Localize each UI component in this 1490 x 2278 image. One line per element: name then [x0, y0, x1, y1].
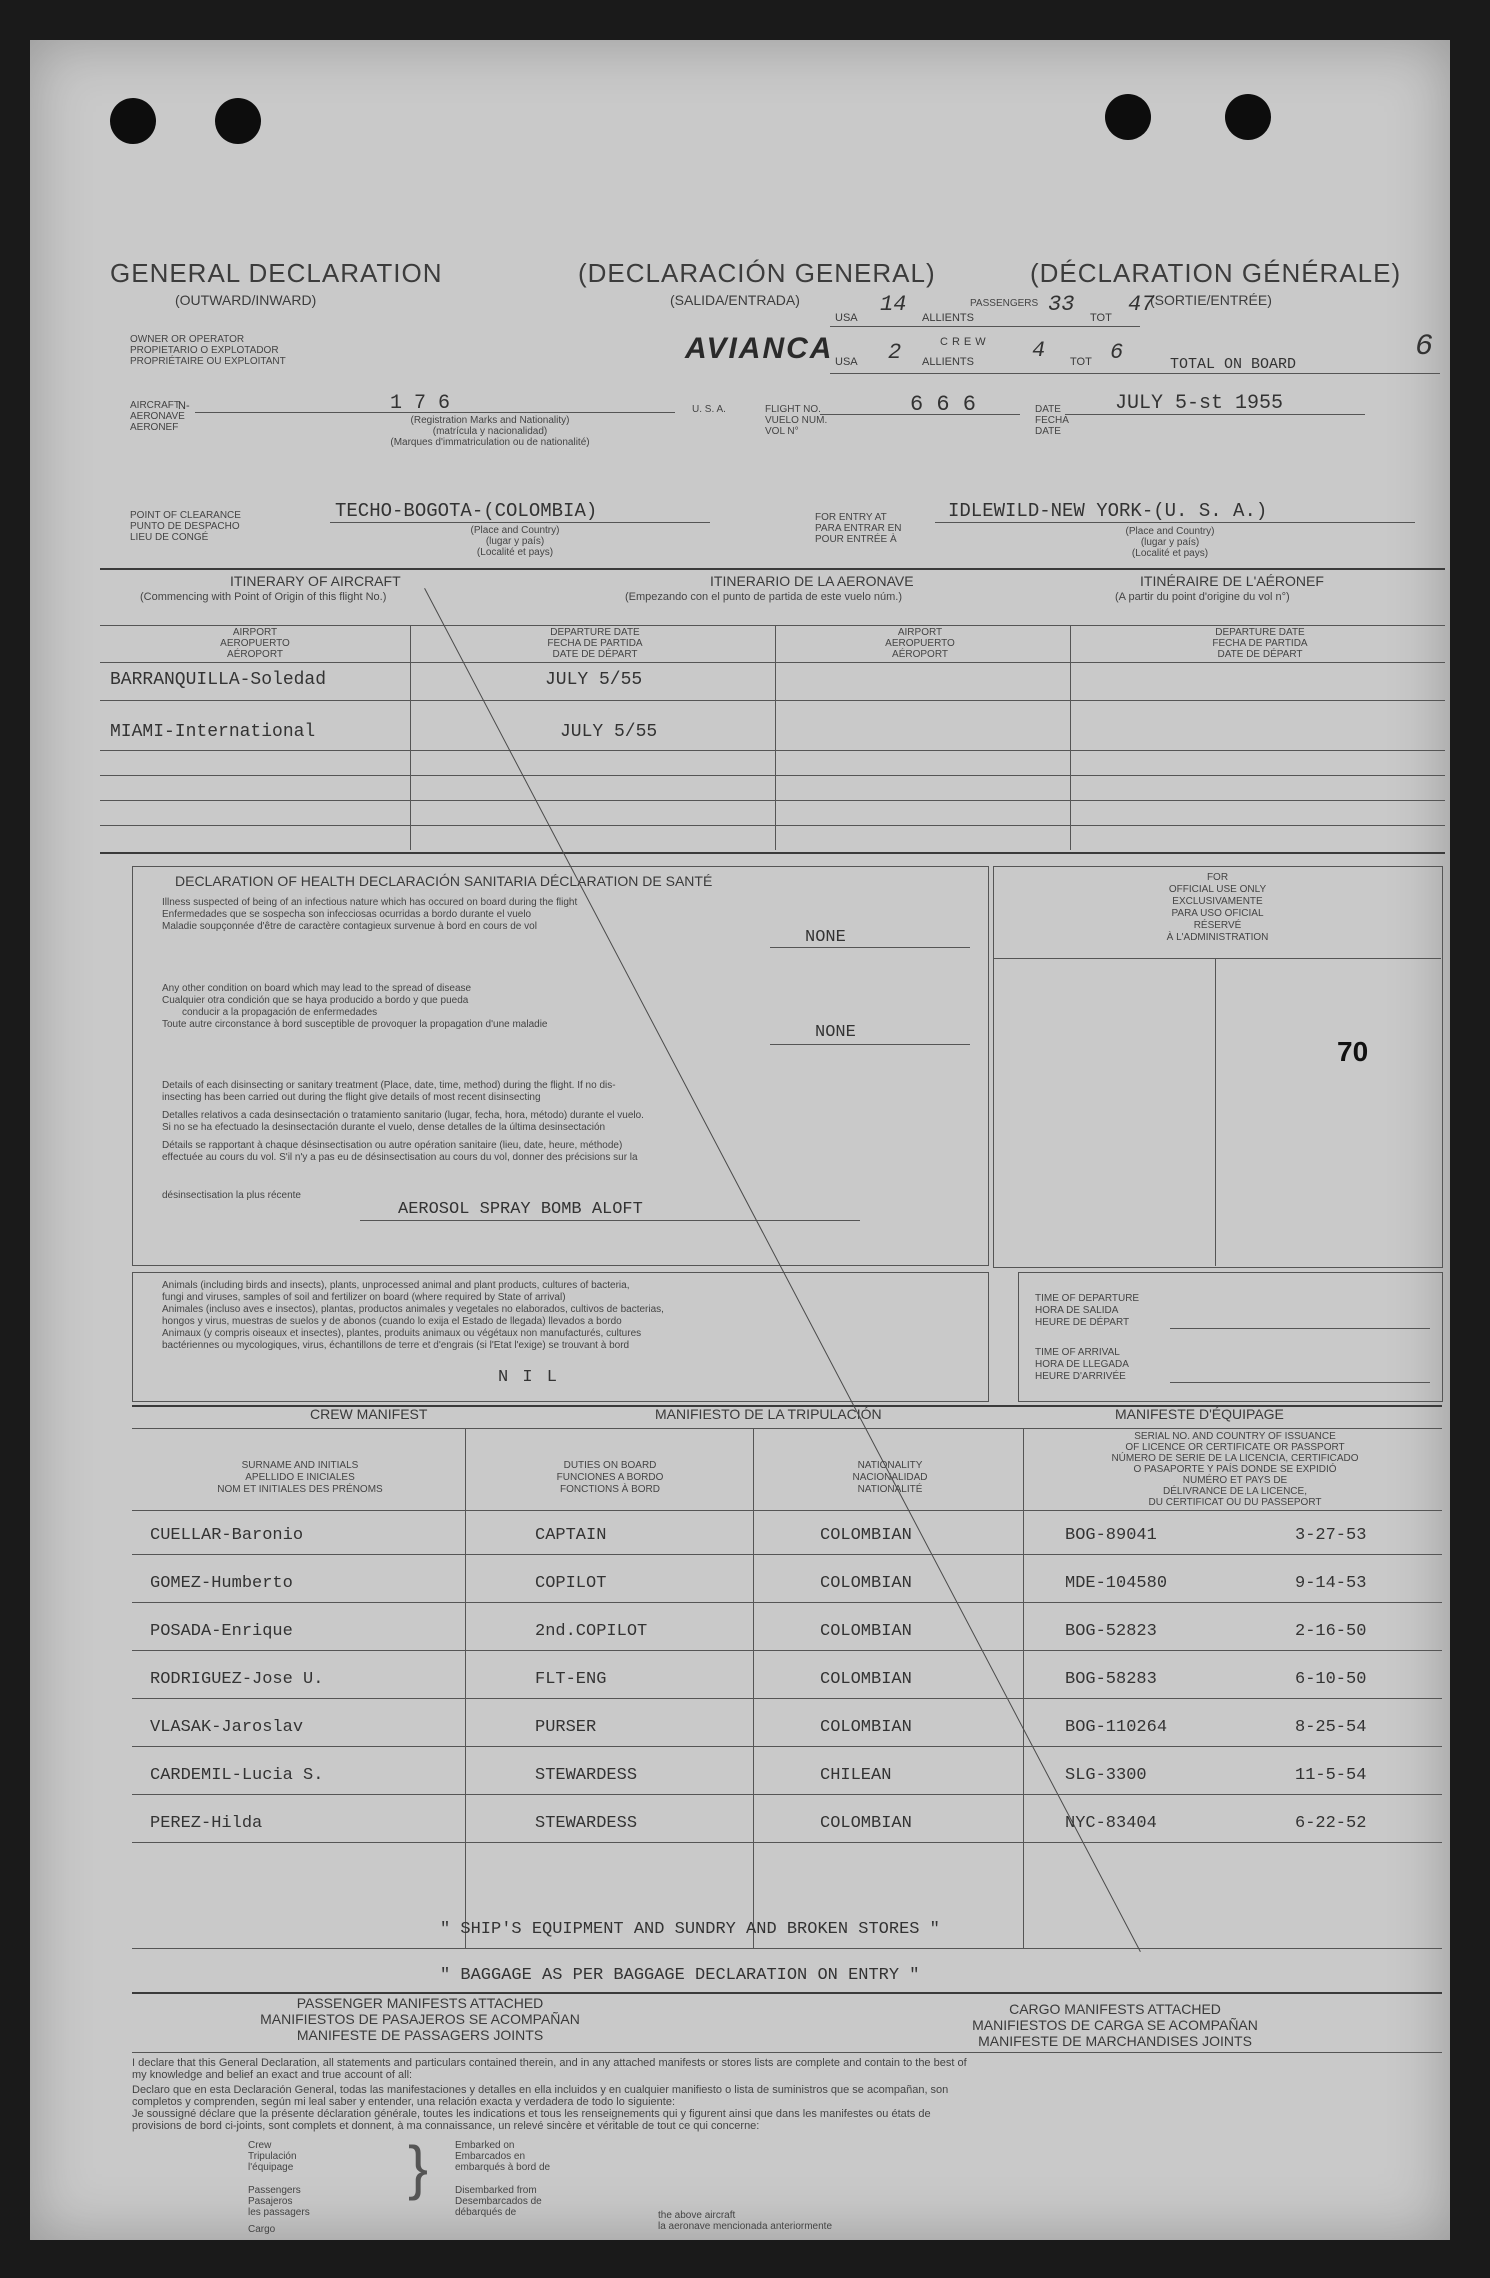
clearance-rule — [330, 522, 710, 523]
crew-manifest-header-fr: MANIFESTE D'ÉQUIPAGE — [1115, 1406, 1284, 1422]
crew-duty: PURSER — [535, 1718, 597, 1737]
animals-line4: hongos y virus, muestras de suelos y de abonos (cuando lo exija el Estado de llegada) llevados a bordo — [162, 1316, 622, 1327]
crew-row-rule — [132, 1650, 1442, 1651]
passenger-attached-es: MANIFIESTOS DE PASAJEROS SE ACOMPAÑAN — [260, 2011, 580, 2027]
owner-label-en: OWNER OR OPERATOR — [130, 334, 245, 345]
date-rule — [1065, 414, 1365, 415]
crew-manifest-header-es: MANIFIESTO DE LA TRIPULACIÓN — [655, 1406, 882, 1422]
declaration-line5: Je soussigné déclare que la présente déclaration générale, toutes les indications et tous les renseignements qui y figurent ainsi que dans les manifestes ou états de — [132, 2108, 931, 2120]
declaration-line4: completos y comprenden, según mi leal saber y entender, una relación exacta y verdadera de todo lo siguiente: — [132, 2096, 675, 2108]
aircraft-label-en: AIRCRAFT — [130, 400, 180, 411]
row-rule — [100, 662, 1445, 663]
crew-row-rule — [132, 1698, 1442, 1699]
col-departure-en-2: DEPARTURE DATE — [1215, 627, 1305, 638]
col-airport-es: AEROPUERTO — [220, 638, 290, 649]
title-english: GENERAL DECLARATION — [110, 258, 443, 288]
crew-duty: COPILOT — [535, 1574, 607, 1593]
entry-label-en: FOR ENTRY AT — [815, 512, 887, 523]
crew-nationality: COLOMBIAN — [820, 1718, 912, 1737]
row-rule — [100, 750, 1445, 751]
row-rule — [132, 2052, 1442, 2053]
col-airport-en: AIRPORT — [232, 627, 278, 638]
health-p2-line1: Any other condition on board which may lead to the spread of disease — [162, 983, 472, 994]
reg-note-es: (matrícula y nacionalidad) — [432, 426, 548, 437]
col-licence-7: DU CERTIFICAT OU DU PASSEPORT — [1148, 1497, 1322, 1508]
tot-passengers: 47 — [1128, 292, 1155, 317]
decl-embarked-en: Embarked on — [455, 2140, 515, 2151]
date-label-es: FECHA — [1035, 415, 1069, 426]
col-departure-es: FECHA DE PARTIDA — [547, 638, 643, 649]
official-label-4: PARA USO OFICIAL — [1171, 908, 1264, 919]
tot-crew: 6 — [1110, 340, 1124, 365]
crew-licence-date: 8-25-54 — [1295, 1718, 1367, 1737]
decl-passengers-en: Passengers — [248, 2185, 301, 2196]
clearance-label-en: POINT OF CLEARANCE — [130, 510, 241, 521]
declaration-line1: I declare that this General Declaration, all statements and particulars contained therein, and in any attached manifests or stores lists are complete and contain to the best of — [132, 2057, 967, 2069]
row-rule — [100, 800, 1445, 801]
row-rule — [100, 700, 1445, 701]
punch-hole — [110, 98, 156, 144]
crew-nationality: CHILEAN — [820, 1766, 892, 1785]
owner-value: AVIANCA — [685, 332, 834, 365]
official-label-5: RÉSERVÉ — [1193, 920, 1242, 931]
general-declaration-page — [30, 40, 1450, 2240]
itinerary-header-fr: ITINÉRAIRE DE L'AÉRONEF — [1140, 573, 1324, 589]
crew-name: GOMEZ-Humberto — [150, 1574, 293, 1593]
col-rule — [775, 625, 776, 850]
decl-passengers-fr: les passagers — [248, 2207, 310, 2218]
punch-hole — [1105, 94, 1151, 140]
date-label-en: DATE — [1035, 404, 1061, 415]
row-rule — [132, 1510, 1442, 1511]
usa-passengers: 14 — [880, 292, 907, 317]
health-rule — [770, 1044, 970, 1045]
decl-crew-fr: l'équipage — [248, 2162, 294, 2173]
col-rule — [465, 1428, 466, 1948]
departure-label-en: TIME OF DEPARTURE — [1035, 1293, 1140, 1304]
allients-passengers: 33 — [1048, 292, 1075, 317]
health-p1-fr: Maladie soupçonnée d'être de caractère contagieux survenue à bord en cours de vol — [162, 921, 537, 932]
official-label-3: EXCLUSIVAMENTE — [1172, 896, 1263, 907]
brace-icon: } — [408, 2134, 429, 2201]
col-departure-es-2: FECHA DE PARTIDA — [1212, 638, 1308, 649]
crew-row-rule — [132, 1602, 1442, 1603]
crew-licence-date: 6-22-52 — [1295, 1814, 1367, 1833]
crew-licence-number: BOG-89041 — [1065, 1526, 1157, 1545]
col-name-fr: NOM ET INITIALES DES PRÉNOMS — [217, 1484, 383, 1495]
diagonal-strike-line — [424, 588, 1141, 1952]
col-rule — [753, 1428, 754, 1948]
col-nationality-es: NACIONALIDAD — [852, 1472, 928, 1483]
total-on-board-label: TOTAL ON BOARD — [1170, 356, 1297, 373]
title-french-sub: (SORTIE/ENTRÉE) — [1150, 292, 1272, 308]
col-airport-es-2: AEROPUERTO — [885, 638, 955, 649]
crew-licence-number: NYC-83404 — [1065, 1814, 1157, 1833]
departure-label-fr: HEURE DE DÉPART — [1035, 1317, 1130, 1328]
health-p3-line5: Détails se rapportant à chaque désinsectisation ou autre opération sanitaire (lieu, date, heure, méthode) — [162, 1140, 623, 1151]
row-rule — [132, 1948, 1442, 1949]
col-duties-fr: FONCTIONS À BORD — [559, 1484, 660, 1495]
itinerary-sub-es: (Empezando con el punto de partida de este vuelo núm.) — [625, 591, 903, 603]
crew-licence-number: BOG-58283 — [1065, 1670, 1157, 1689]
departure-rule — [1170, 1328, 1430, 1329]
health-p3-line7: désinsectisation la plus récente — [162, 1190, 301, 1201]
clearance-value: TECHO-BOGOTA-(COLOMBIA) — [335, 500, 598, 522]
col-licence-5: NUMÉRO ET PAYS DE — [1182, 1475, 1288, 1486]
itinerary-header-es: ITINERARIO DE LA AERONAVE — [710, 573, 914, 589]
col-departure-en: DEPARTURE DATE — [550, 627, 640, 638]
aircraft-usa: U. S. A. — [692, 404, 726, 415]
health-p3-line6: effectuée au cours du vol. S'il n'y a pas eu de désinsectisation au cours du vol, donner des précisions sur la — [162, 1152, 638, 1163]
decl-embarked-fr: embarqués à bord de — [455, 2162, 551, 2173]
crew-duty: CAPTAIN — [535, 1526, 607, 1545]
crew-name: CARDEMIL-Lucia S. — [150, 1766, 324, 1785]
col-departure-fr: DATE DE DÉPART — [552, 649, 638, 660]
row-rule — [100, 625, 1445, 626]
crew-duty: STEWARDESS — [535, 1766, 638, 1785]
crew-licence-date: 6-10-50 — [1295, 1670, 1367, 1689]
animals-value: N I L — [498, 1368, 560, 1387]
clearance-label-fr: LIEU DE CONGÉ — [130, 532, 209, 543]
decl-passengers-es: Pasajeros — [248, 2196, 293, 2207]
flight-date: JULY 5-st 1955 — [1115, 392, 1284, 415]
col-airport-fr: AÉROPORT — [227, 649, 283, 660]
official-label-6: À L'ADMINISTRATION — [1166, 932, 1269, 943]
official-label-1: FOR — [1206, 872, 1229, 883]
crew-licence-date: 11-5-54 — [1295, 1766, 1367, 1785]
crew-note-equipment: " SHIP'S EQUIPMENT AND SUNDRY AND BROKEN STORES " — [440, 1920, 940, 1939]
section-rule — [132, 1992, 1442, 1994]
owner-label-fr: PROPRIÉTAIRE OU EXPLOITANT — [130, 356, 286, 367]
decl-disembarked-fr: débarqués de — [455, 2207, 517, 2218]
declaration-line6: provisions de bord ci-joints, sont complets et donnent, à ma connaissance, un relevé sincère et véritable de tout ce qui concerne: — [132, 2120, 760, 2132]
crew-row-rule — [132, 1842, 1442, 1843]
itinerary-sub-fr: (A partir du point d'origine du vol n°) — [1115, 591, 1290, 603]
aircraft-label-fr: AERONEF — [130, 422, 179, 433]
crew-nationality: COLOMBIAN — [820, 1814, 912, 1833]
itinerary-airport-2: MIAMI-International — [110, 722, 316, 742]
decl-disembarked-es: Desembarcados de — [455, 2196, 542, 2207]
title-spanish: (DECLARACIÓN GENERAL) — [578, 258, 936, 288]
count-rule — [830, 326, 1140, 327]
itinerary-airport-1: BARRANQUILLA-Soledad — [110, 670, 327, 690]
crew-duty: 2nd.COPILOT — [535, 1622, 648, 1641]
crew-licence-date: 2-16-50 — [1295, 1622, 1367, 1641]
crew-duty: STEWARDESS — [535, 1814, 638, 1833]
arrival-label-es: HORA DE LLEGADA — [1035, 1359, 1129, 1370]
crew-label: CREW — [940, 336, 990, 348]
health-title: DECLARATION OF HEALTH DECLARACIÓN SANITARIA DÉCLARATION DE SANTÉ — [175, 873, 713, 889]
col-rule — [1023, 1428, 1024, 1948]
crew-row-rule — [132, 1746, 1442, 1747]
arrival-rule — [1170, 1382, 1430, 1383]
col-duties-en: DUTIES ON BOARD — [563, 1460, 657, 1471]
itinerary-date-2: JULY 5/55 — [560, 722, 658, 742]
official-col-rule — [1215, 958, 1216, 1266]
cargo-attached-es: MANIFIESTOS DE CARGA SE ACOMPAÑAN — [972, 2017, 1258, 2033]
arrival-label-fr: HEURE D'ARRIVÉE — [1035, 1371, 1126, 1382]
departure-label-es: HORA DE SALIDA — [1035, 1305, 1119, 1316]
health-p3-line2: insecting has been carried out during the flight give details of most recent disinsecting — [162, 1092, 541, 1103]
col-airport-fr-2: AÉROPORT — [892, 649, 948, 660]
reg-note-fr: (Marques d'immatriculation ou de nationalité) — [390, 437, 590, 448]
punch-hole — [1225, 94, 1271, 140]
crew-licence-date: 3-27-53 — [1295, 1526, 1367, 1545]
crew-name: CUELLAR-Baronio — [150, 1526, 304, 1545]
place-note-en: (Place and Country) — [470, 525, 560, 536]
animals-line6: bactériennes ou mycologiques, virus, échantillons de terre et d'engrais (si l'Etat l'exige) se trouvant à bord — [162, 1340, 630, 1351]
entry-rule — [935, 522, 1415, 523]
animals-line1: Animals (including birds and insects), plants, unprocessed animal and plant products, cultures of bacteria, — [162, 1280, 630, 1291]
total-on-board-value: 6 — [1415, 330, 1434, 364]
health-rule — [360, 1220, 860, 1221]
cargo-attached-fr: MANIFESTE DE MARCHANDISES JOINTS — [978, 2033, 1252, 2049]
title-spanish-sub: (SALIDA/ENTRADA) — [670, 292, 800, 308]
flight-label-fr: VOL N° — [765, 426, 799, 437]
aircraft-number: 176 — [390, 392, 463, 415]
clearance-label-es: PUNTO DE DESPACHO — [130, 521, 240, 532]
crew-nationality: COLOMBIAN — [820, 1670, 912, 1689]
declaration-line3: Declaro que en esta Declaración General, todas las manifestaciones y detalles en ella incluidos y en cualquier manifiesto o lista de suministros que se acompañan, son — [132, 2084, 949, 2096]
health-p1-value: NONE — [805, 928, 846, 947]
declaration-line2: my knowledge and belief an exact and true account of all: — [132, 2069, 413, 2081]
decl-disembarked-en: Disembarked from — [455, 2185, 537, 2196]
place-note-fr: (Localité et pays) — [476, 547, 554, 558]
crew-row-rule — [132, 1554, 1442, 1555]
date-label-fr: DATE — [1035, 426, 1061, 437]
animals-line2: fungi and viruses, samples of soil and fertilizer on board (where required by State of arrival) — [162, 1292, 566, 1303]
col-name-en: SURNAME AND INITIALS — [241, 1460, 359, 1471]
cargo-attached-en: CARGO MANIFESTS ATTACHED — [1009, 2001, 1221, 2017]
passengers-label: PASSENGERS — [970, 298, 1039, 309]
itinerary-date-1: JULY 5/55 — [545, 670, 643, 690]
col-airport-en-2: AIRPORT — [897, 627, 943, 638]
tot-label: TOT — [1090, 312, 1112, 324]
allients-crew: 4 — [1032, 338, 1046, 363]
entry-place-note-fr: (Localité et pays) — [1131, 548, 1209, 559]
reg-note-en: (Registration Marks and Nationality) — [410, 415, 570, 426]
health-rule — [770, 947, 970, 948]
entry-place-note-es: (lugar y país) — [1140, 537, 1200, 548]
flight-label-es: VUELO NUM. — [765, 415, 828, 426]
animals-line3: Animales (incluso aves e insectos), plantas, productos animales y vegetales no elaborados, cultivos de bacterias, — [162, 1304, 664, 1315]
health-p1-es: Enfermedades que se sospecha son infecciosas ocurridas a bordo durante el vuelo — [162, 909, 532, 920]
count-rule — [830, 373, 1440, 374]
decl-cargo: Cargo — [248, 2224, 276, 2235]
entry-value: IDLEWILD-NEW YORK-(U. S. A.) — [948, 500, 1268, 522]
health-p3-line4: Si no se ha efectuado la desinsectación durante el vuelo, dense detalles de la última desinsectación — [162, 1122, 606, 1133]
decl-crew-es: Tripulación — [248, 2151, 297, 2162]
official-stamp-number: 70 — [1337, 1036, 1369, 1067]
crew-nationality: COLOMBIAN — [820, 1622, 912, 1641]
col-rule — [1070, 625, 1071, 850]
section-rule — [100, 852, 1445, 854]
health-p2-line2: Cualquier otra condición que se haya producido a bordo y que pueda — [162, 995, 469, 1006]
flight-number: 6 6 6 — [910, 392, 977, 417]
crew-nationality: COLOMBIAN — [820, 1526, 912, 1545]
aircraft-label-es: AERONAVE — [130, 411, 185, 422]
itinerary-sub-en: (Commencing with Point of Origin of this flight No.) — [140, 591, 387, 603]
entry-label-fr: POUR ENTRÉE À — [815, 534, 897, 545]
place-note-es: (lugar y país) — [485, 536, 545, 547]
crew-licence-date: 9-14-53 — [1295, 1574, 1367, 1593]
official-label-2: OFFICIAL USE ONLY — [1168, 884, 1267, 895]
row-rule — [132, 1428, 1442, 1429]
crew-name: POSADA-Enrique — [150, 1622, 293, 1641]
col-nationality-en: NATIONALITY — [857, 1460, 923, 1471]
health-p1-en: Illness suspected of being of an infectious nature which has occured on board during the flight — [162, 897, 578, 908]
punch-hole — [215, 98, 261, 144]
animals-line5: Animaux (y compris oiseaux et insectes), plantes, produits animaux ou végétaux non manufacturés, cultures — [162, 1328, 642, 1339]
health-p3-value: AEROSOL SPRAY BOMB ALOFT — [398, 1200, 643, 1219]
passenger-attached-fr: MANIFESTE DE PASSAGERS JOINTS — [296, 2027, 544, 2043]
crew-licence-number: MDE-104580 — [1065, 1574, 1168, 1593]
health-p3-line1: Details of each disinsecting or sanitary treatment (Place, date, time, method) during the flight. If no dis- — [162, 1080, 616, 1091]
crew-name: PEREZ-Hilda — [150, 1814, 263, 1833]
health-p2-value: NONE — [815, 1023, 856, 1042]
tot-label-crew: TOT — [1070, 356, 1092, 368]
allients-label: ALLIENTS — [922, 312, 974, 324]
row-rule — [100, 775, 1445, 776]
usa-label-crew: USA — [835, 356, 858, 368]
crew-manifest-header-en: CREW MANIFEST — [310, 1406, 428, 1422]
aircraft-rule — [195, 412, 675, 413]
col-name-es: APELLIDO E INICIALES — [245, 1472, 355, 1483]
col-licence-4: O PASAPORTE Y PAÍS DONDE SE EXPIDIÓ — [1133, 1464, 1337, 1475]
crew-note-baggage: " BAGGAGE AS PER BAGGAGE DECLARATION ON ENTRY " — [440, 1966, 920, 1985]
title-french: (DÉCLARATION GÉNÉRALE) — [1030, 258, 1402, 288]
crew-name: RODRIGUEZ-Jose U. — [150, 1670, 324, 1689]
col-licence-2: OF LICENCE OR CERTIFICATE OR PASSPORT — [1125, 1442, 1345, 1453]
passenger-attached-en: PASSENGER MANIFESTS ATTACHED — [296, 1995, 544, 2011]
usa-label: USA — [835, 312, 858, 324]
crew-nationality: COLOMBIAN — [820, 1574, 912, 1593]
col-licence-3: NÚMERO DE SERIE DE LA LICENCIA, CERTIFICADO — [1111, 1453, 1359, 1464]
col-licence-6: DÉLIVRANCE DE LA LICENCE, — [1163, 1486, 1307, 1497]
crew-licence-number: BOG-52823 — [1065, 1622, 1157, 1641]
allients-label-crew: ALLIENTS — [922, 356, 974, 368]
col-licence-1: SERIAL NO. AND COUNTRY OF ISSUANCE — [1134, 1431, 1336, 1442]
health-p2-line3: conducir a la propagación de enfermedades — [182, 1007, 378, 1018]
crew-row-rule — [132, 1794, 1442, 1795]
arrival-label-en: TIME OF ARRIVAL — [1035, 1347, 1120, 1358]
crew-licence-number: BOG-110264 — [1065, 1718, 1168, 1737]
decl-footer-note-2: la aeronave mencionada anteriormente — [658, 2221, 832, 2232]
flight-label-en: FLIGHT NO. — [765, 404, 821, 415]
section-rule — [100, 568, 1445, 570]
health-p2-line4: Toute autre circonstance à bord susceptible de provoquer la propagation d'une maladie — [162, 1019, 548, 1030]
col-rule — [410, 625, 411, 850]
aircraft-n-prefix: N- — [178, 400, 190, 412]
row-rule — [100, 825, 1445, 826]
decl-footer-note-1: the above aircraft — [658, 2210, 736, 2221]
crew-licence-number: SLG-3300 — [1065, 1766, 1147, 1785]
col-nationality-fr: NATIONALITÉ — [857, 1484, 923, 1495]
crew-name: VLASAK-Jaroslav — [150, 1718, 304, 1737]
flight-rule — [820, 414, 1020, 415]
official-rule — [993, 958, 1441, 959]
decl-crew-en: Crew — [248, 2140, 272, 2151]
itinerary-header-en: ITINERARY OF AIRCRAFT — [230, 573, 401, 589]
crew-duty: FLT-ENG — [535, 1670, 607, 1689]
entry-label-es: PARA ENTRAR EN — [815, 523, 902, 534]
owner-label-es: PROPIETARIO O EXPLOTADOR — [130, 345, 279, 356]
title-english-sub: (OUTWARD/INWARD) — [175, 292, 317, 308]
decl-embarked-es: Embarcados en — [455, 2151, 526, 2162]
entry-place-note-en: (Place and Country) — [1125, 526, 1215, 537]
health-p3-line3: Detalles relativos a cada desinsectación o tratamiento sanitario (lugar, fecha, hora, método) durante el vuelo. — [162, 1110, 644, 1121]
usa-crew: 2 — [888, 340, 902, 365]
col-departure-fr-2: DATE DE DÉPART — [1217, 649, 1303, 660]
col-duties-es: FUNCIONES A BORDO — [556, 1472, 664, 1483]
